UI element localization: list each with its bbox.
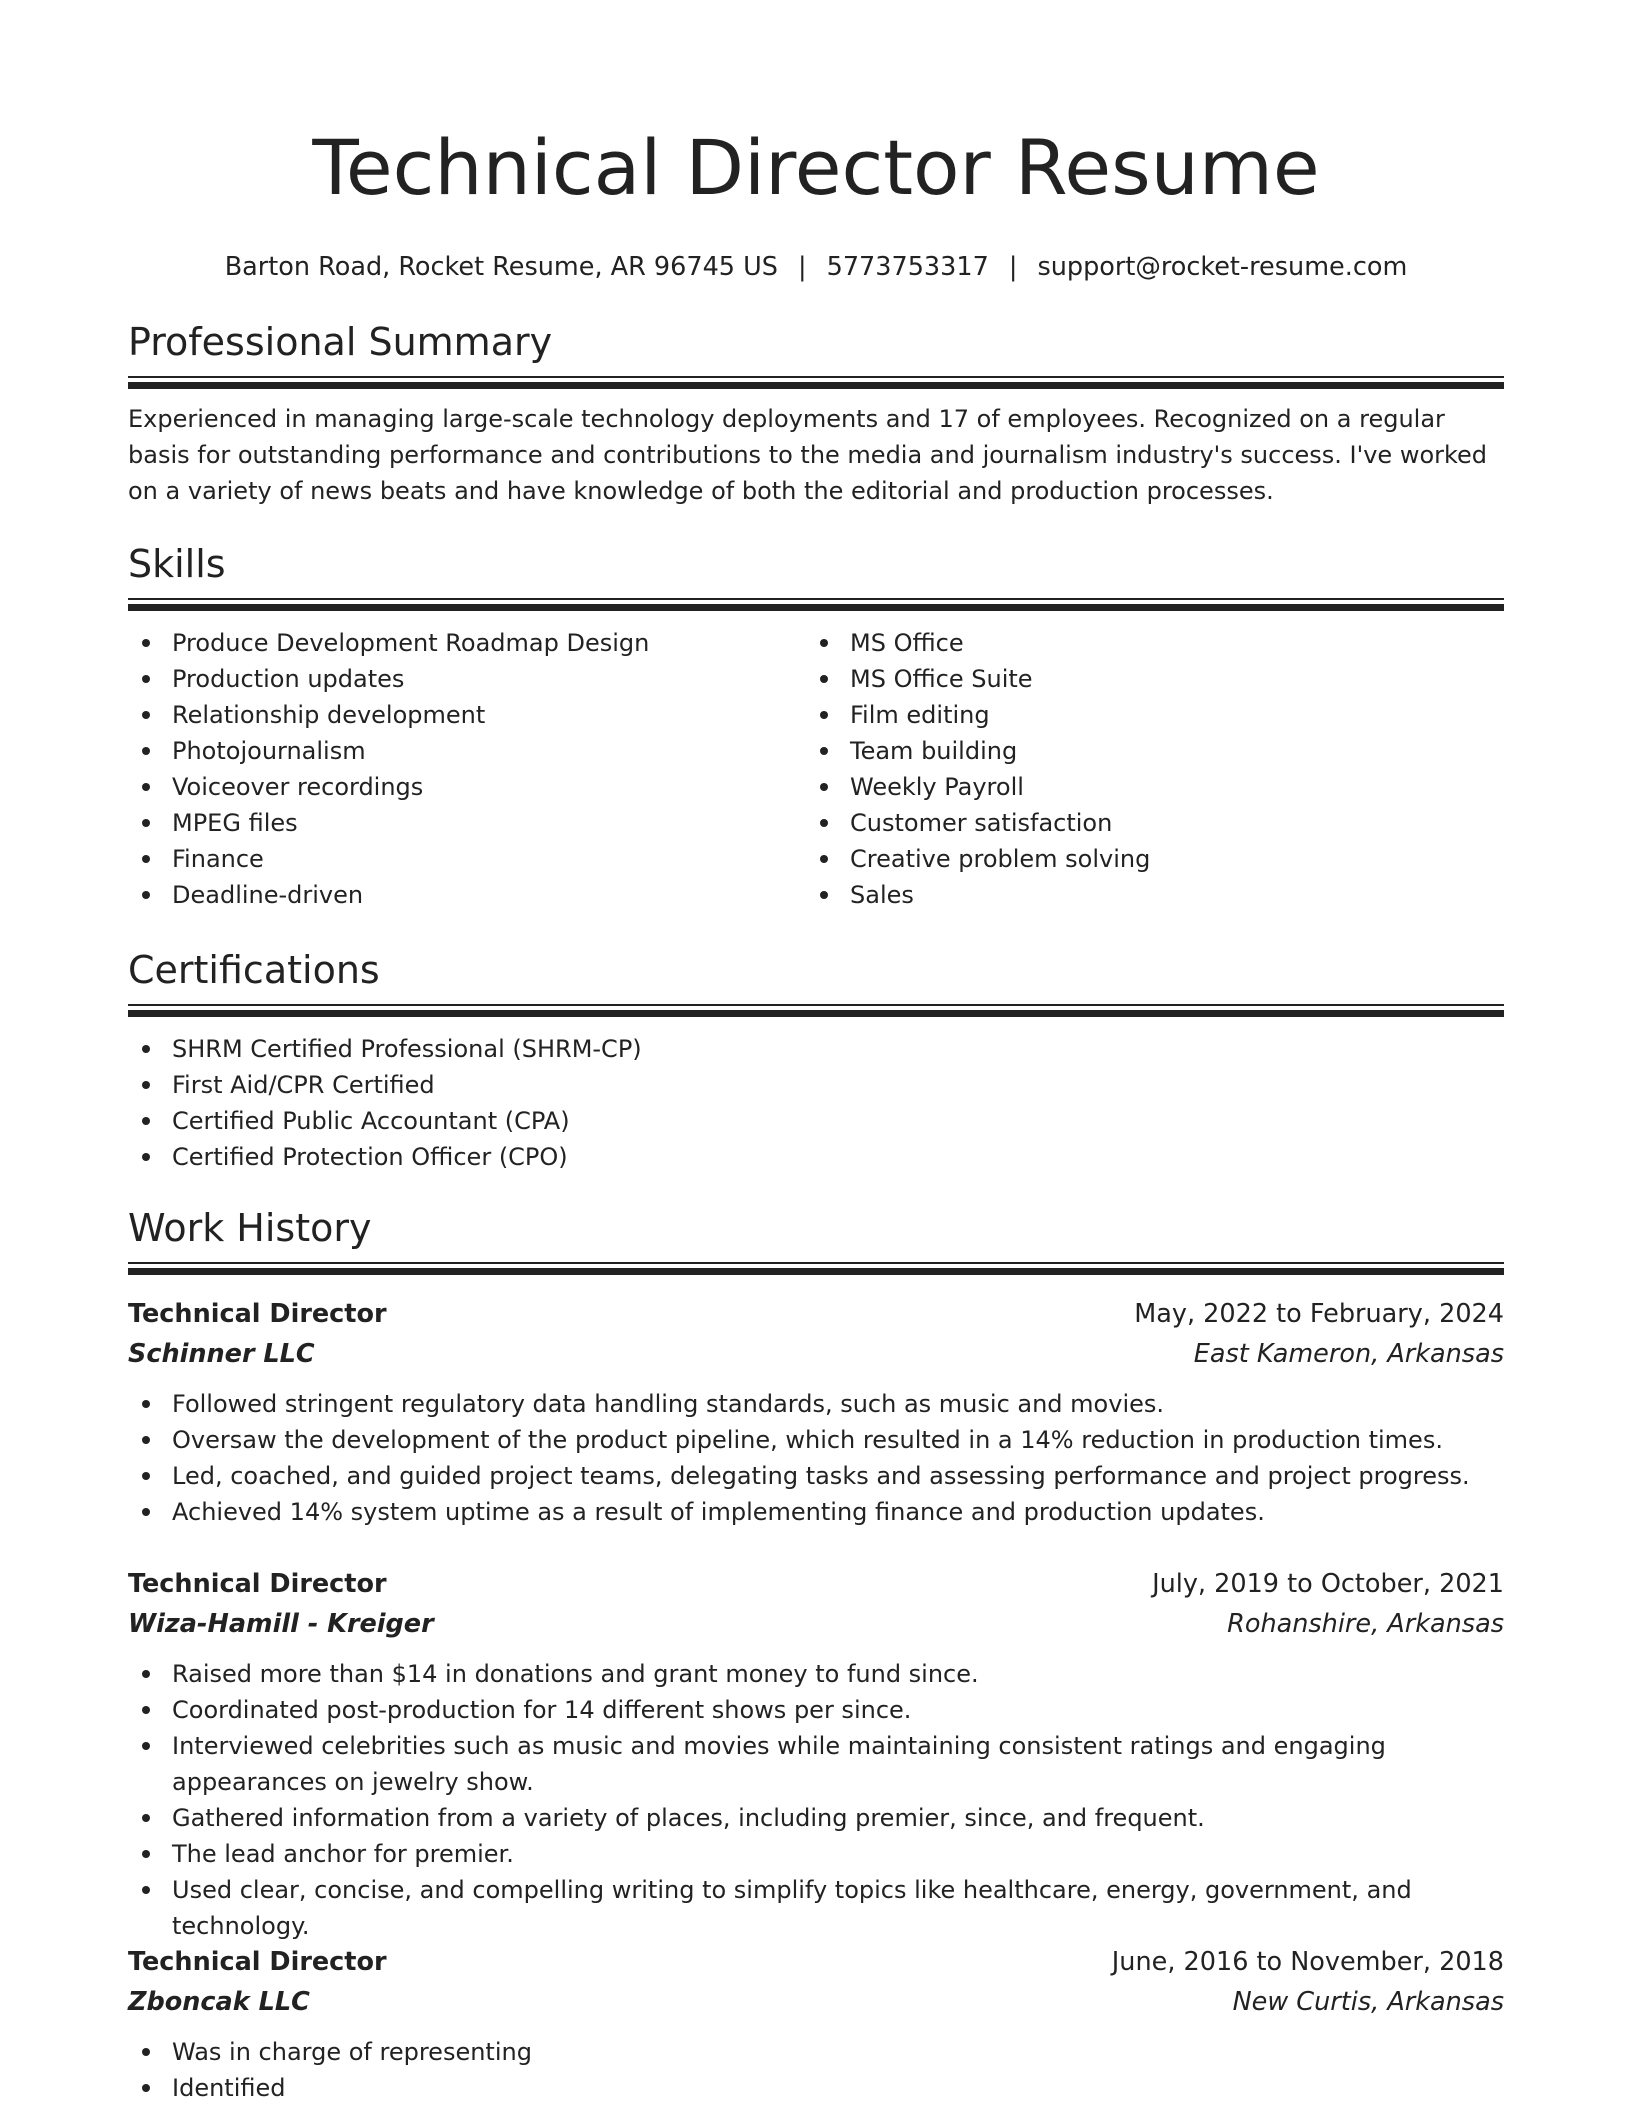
job-entry bbox=[128, 1564, 1504, 1944]
job-company-row bbox=[128, 1982, 1504, 2022]
job-location: East Kameron, Arkansas bbox=[1193, 1339, 1504, 1369]
job-bullet: Used clear, concise, and compelling writing to simplify topics like healthcare, energy, government, and technology. bbox=[172, 1872, 1504, 1944]
job-dates: June, 2016 to November, 2018 bbox=[1111, 1947, 1504, 1977]
job-bullet: Followed stringent regulatory data handling standards, such as music and movies. bbox=[172, 1386, 1504, 1422]
job-bullet: Raised more than $14 in donations and grant money to fund since. bbox=[172, 1656, 1504, 1692]
job-bullets bbox=[128, 1386, 1504, 1530]
work-history-section bbox=[128, 1204, 1504, 1275]
skill-item: Produce Development Roadmap Design bbox=[172, 625, 806, 661]
skills-heading: Skills bbox=[128, 542, 226, 586]
job-entry bbox=[128, 1294, 1504, 1530]
skills-columns bbox=[128, 625, 1504, 913]
job-bullet: Oversaw the development of the product pipeline, which resulted in a 14% reduction in production times. bbox=[172, 1422, 1504, 1458]
section-divider bbox=[128, 598, 1504, 600]
summary-heading: Professional Summary bbox=[128, 320, 553, 364]
job-entry bbox=[128, 1942, 1504, 2106]
job-bullets bbox=[128, 2034, 1504, 2106]
summary-section bbox=[128, 318, 1504, 509]
job-company-row bbox=[128, 1334, 1504, 1374]
summary-text: Experienced in managing large-scale technology deployments and 17 of employees. Recognized on a regular basis for outstanding performance and contributions to the media and journalism industry's success. I've worked on a variety of news beats and have knowledge of both the editorial and production processes. bbox=[128, 405, 1488, 505]
skill-item: Customer satisfaction bbox=[850, 805, 1484, 841]
skill-item: Voiceover recordings bbox=[172, 769, 806, 805]
certification-item: SHRM Certified Professional (SHRM-CP) bbox=[172, 1031, 1504, 1067]
contact-email[interactable]: support@rocket-resume.com bbox=[1037, 252, 1408, 282]
job-bullet: Interviewed celebrities such as music and movies while maintaining consistent ratings and engaging appearances on jewelry show. bbox=[172, 1728, 1504, 1800]
skill-item: Team building bbox=[850, 733, 1484, 769]
job-bullet: Led, coached, and guided project teams, delegating tasks and assessing performance and project progress. bbox=[172, 1458, 1504, 1494]
certifications-list bbox=[128, 1031, 1504, 1175]
skill-item: Weekly Payroll bbox=[850, 769, 1484, 805]
job-bullet: Identified bbox=[172, 2070, 1504, 2106]
job-title: Technical Director bbox=[128, 1299, 387, 1329]
skill-item: Photojournalism bbox=[172, 733, 806, 769]
job-company: Zboncak LLC bbox=[128, 1987, 310, 2017]
contact-phone[interactable]: 5773753317 bbox=[826, 252, 989, 282]
skill-item: MS Office Suite bbox=[850, 661, 1484, 697]
section-divider-thick bbox=[128, 1268, 1504, 1275]
job-bullet: Coordinated post-production for 14 different shows per since. bbox=[172, 1692, 1504, 1728]
contact-separator: | bbox=[1008, 252, 1018, 282]
job-header-row bbox=[128, 1294, 1504, 1334]
skill-item: MS Office bbox=[850, 625, 1484, 661]
skill-item: Creative problem solving bbox=[850, 841, 1484, 877]
contact-address: Barton Road, Rocket Resume, AR 96745 US bbox=[224, 252, 778, 282]
page-title: Technical Director Resume bbox=[312, 123, 1320, 212]
job-location: Rohanshire, Arkansas bbox=[1227, 1609, 1504, 1639]
section-divider-thick bbox=[128, 1010, 1504, 1017]
skill-item: Deadline-driven bbox=[172, 877, 806, 913]
job-dates: July, 2019 to October, 2021 bbox=[1152, 1569, 1504, 1599]
job-location: New Curtis, Arkansas bbox=[1232, 1987, 1504, 2017]
contact-separator: | bbox=[798, 252, 807, 282]
job-bullet: Was in charge of representing bbox=[172, 2034, 1504, 2070]
contact-line bbox=[128, 250, 1504, 284]
skill-item: Relationship development bbox=[172, 697, 806, 733]
job-bullet: The lead anchor for premier. bbox=[172, 1836, 1504, 1872]
skills-column-right bbox=[806, 625, 1484, 913]
skills-list-right bbox=[806, 625, 1484, 913]
certification-item: Certified Public Accountant (CPA) bbox=[172, 1103, 1504, 1139]
skill-item: Sales bbox=[850, 877, 1484, 913]
certifications-heading: Certifications bbox=[128, 948, 380, 992]
section-divider-thick bbox=[128, 382, 1504, 389]
job-title: Technical Director bbox=[128, 1569, 387, 1599]
skill-item: Production updates bbox=[172, 661, 806, 697]
skills-column-left bbox=[128, 625, 806, 913]
certification-item: Certified Protection Officer (CPO) bbox=[172, 1139, 1504, 1175]
skills-list-left bbox=[128, 625, 806, 913]
job-company-row bbox=[128, 1604, 1504, 1644]
job-bullet: Gathered information from a variety of places, including premier, since, and frequent. bbox=[172, 1800, 1504, 1836]
job-company: Schinner LLC bbox=[128, 1339, 315, 1369]
certifications-section bbox=[128, 946, 1504, 1175]
section-divider bbox=[128, 1262, 1504, 1264]
job-company: Wiza-Hamill - Kreiger bbox=[128, 1609, 434, 1639]
job-header-row bbox=[128, 1564, 1504, 1604]
skills-section bbox=[128, 540, 1504, 913]
section-divider bbox=[128, 376, 1504, 378]
job-bullet: Achieved 14% system uptime as a result of implementing finance and production updates. bbox=[172, 1494, 1504, 1530]
section-divider bbox=[128, 1004, 1504, 1006]
section-divider-thick bbox=[128, 604, 1504, 611]
work-history-heading: Work History bbox=[128, 1206, 372, 1250]
job-title: Technical Director bbox=[128, 1947, 387, 1977]
skill-item: Film editing bbox=[850, 697, 1484, 733]
job-bullets bbox=[128, 1656, 1504, 1944]
job-header-row bbox=[128, 1942, 1504, 1982]
certification-item: First Aid/CPR Certified bbox=[172, 1067, 1504, 1103]
skill-item: Finance bbox=[172, 841, 806, 877]
skill-item: MPEG files bbox=[172, 805, 806, 841]
resume-page bbox=[128, 0, 1504, 2102]
job-dates: May, 2022 to February, 2024 bbox=[1134, 1299, 1504, 1329]
